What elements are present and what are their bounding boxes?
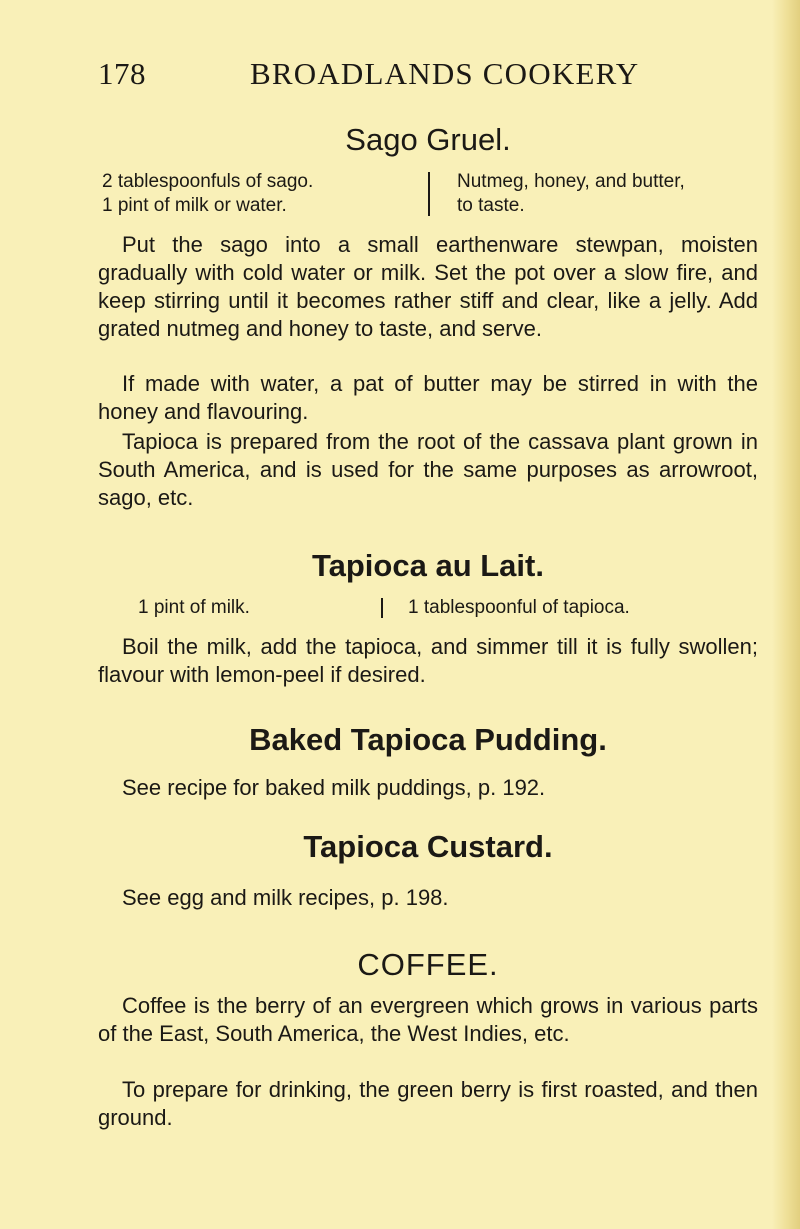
sago-gruel-ingredients bbox=[98, 170, 758, 220]
sago-gruel-ingredients-right bbox=[457, 170, 685, 218]
baked-tapioca-pudding-reference: See recipe for baked milk puddings, p. 192. bbox=[122, 775, 546, 800]
baked-tapioca-pudding-title: Baked Tapioca Pudding. bbox=[249, 722, 607, 757]
sago-gruel-title: Sago Gruel. bbox=[345, 122, 511, 157]
ingredient-sago: 2 tablespoonfuls of sago. bbox=[102, 171, 314, 192]
tapioca-custard-title: Tapioca Custard. bbox=[303, 829, 553, 864]
sago-gruel-water-note: If made with water, a pat of butter may be stirred in with the honey and flavouring. bbox=[98, 371, 758, 424]
ingredient-to-taste: to taste. bbox=[457, 195, 525, 216]
sago-gruel-ingredients-left bbox=[102, 170, 313, 218]
book-title: BROADLANDS COOKERY bbox=[250, 56, 640, 91]
ingredients-divider bbox=[381, 598, 383, 618]
ingredient-nutmeg-honey-butter: Nutmeg, honey, and butter, bbox=[457, 171, 685, 192]
page-edge-shadow bbox=[772, 0, 800, 1229]
coffee-description: Coffee is the berry of an evergreen which grows in various parts of the East, South America, the West Indies, etc. bbox=[98, 993, 758, 1046]
coffee-preparation: To prepare for drinking, the green berry is first roasted, and then ground. bbox=[98, 1077, 758, 1130]
ingredient-tablespoon-tapioca: 1 tablespoonful of tapioca. bbox=[408, 597, 630, 618]
sago-gruel-method: Put the sago into a small earthenware stewpan, moisten gradually with cold water or milk. Set the pot over a slow fire, and keep stirring until it becomes rather stiff and clear, like a jelly. Add grated nutmeg and honey to taste, and serve. bbox=[98, 232, 758, 341]
tapioca-au-lait-title: Tapioca au Lait. bbox=[312, 548, 544, 583]
ingredient-pint-of-milk: 1 pint of milk. bbox=[138, 597, 250, 618]
tapioca-au-lait-method: Boil the milk, add the tapioca, and simmer till it is fully swollen; flavour with lemon-peel if desired. bbox=[98, 634, 758, 687]
ingredients-divider bbox=[428, 172, 430, 216]
tapioca-description: Tapioca is prepared from the root of the cassava plant grown in South America, and is used for the same purposes as arrowroot, sago, etc. bbox=[98, 429, 758, 510]
running-head bbox=[98, 56, 708, 96]
ingredient-milk-or-water: 1 pint of milk or water. bbox=[102, 195, 287, 216]
page-number: 178 bbox=[98, 56, 146, 91]
tapioca-au-lait-ingredients bbox=[98, 596, 758, 622]
tapioca-custard-reference: See egg and milk recipes, p. 198. bbox=[122, 885, 449, 910]
coffee-title: COFFEE. bbox=[357, 947, 499, 982]
